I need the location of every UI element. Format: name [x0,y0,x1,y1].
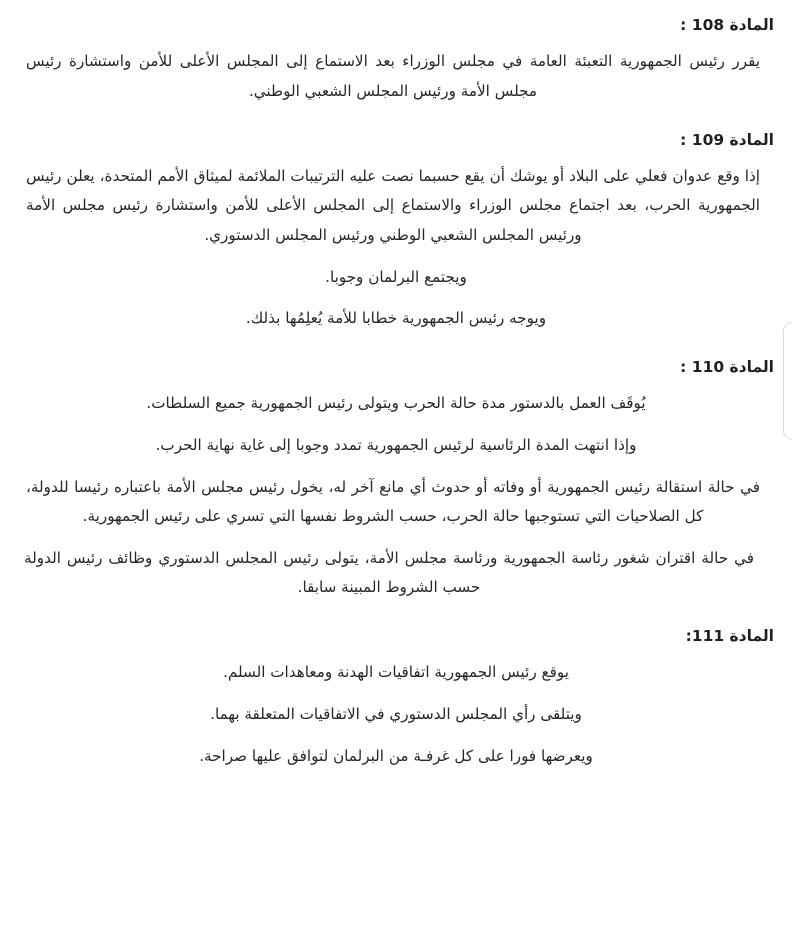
article-109-paragraph-1: إذا وقع عدوان فعلي على البلاد أو يوشك أن يقع حسبما نصت عليه الترتيبات الملائمة لميثاق الأمم المتحدة، يعلن رئيس الجمهورية الحرب، بعد اجتماع مجلس الوزراء والاستماع إلى المجلس الأعلى للأمن واستشارة رئيس مجلس الأمة ورئيس المجلس الشعبي الوطني ورئيس المجلس الدستوري. [26,166,760,245]
article-section-111 [18,625,774,771]
article-110-paragraph-4: في حالة اقتران شغور رئاسة الجمهورية ورئاسة مجلس الأمة، يتولى رئيس المجلس الدستوري وظائف رئيس الدولة حسب الشروط المبينة سابقا. [24,548,754,597]
article-heading-110: المادة 110 : [680,357,774,376]
article-111-paragraph-1: يوقع رئيس الجمهورية اتفاقيات الهدنة ومعاهدات السلم. [223,663,569,682]
article-section-110 [18,356,774,603]
article-heading-109: المادة 109 : [680,130,774,149]
article-111-paragraph-3: ويعرضها فورا على كل غرفـة من البرلمان لتوافق عليها صراحة. [199,746,593,765]
article-section-109 [18,129,774,334]
article-110-paragraph-3: في حالة استقالة رئيس الجمهورية أو وفاته أو حدوث أي مانع آخر له، يخول رئيس مجلس الأمة باعتباره رئيسا للدولة، كل الصلاحيات التي تستوجبها حالة الحرب، حسب الشروط نفسها التي تسري على رئيس الجمهورية. [26,477,760,526]
article-109-paragraph-2: ويجتمع البرلمان وجوبا. [325,267,467,286]
article-111-paragraph-2: ويتلقى رأي المجلس الدستوري في الاتفاقيات المتعلقة بهما. [210,704,582,723]
article-108-paragraph-1: يقرر رئيس الجمهورية التعبئة العامة في مجلس الوزراء بعد الاستماع إلى المجلس الأعلى للأمن واستشارة رئيس مجلس الأمة ورئيس المجلس الشعبي الوطني. [26,52,760,100]
article-110-paragraph-1: يُوقَف العمل بالدستور مدة حالة الحرب ويتولى رئيس الجمهورية جميع السلطات. [146,394,646,413]
article-heading-108: المادة 108 : [680,16,774,34]
article-109-paragraph-3: ويوجه رئيس الجمهورية خطابا للأمة يُعلِمُها بذلك. [245,309,547,328]
article-heading-111: المادة 111: [685,627,774,646]
article-110-paragraph-2: وإذا انتهت المدة الرئاسية لرئيس الجمهورية تمدد وجوبا إلى غاية نهاية الحرب. [155,435,637,454]
article-section-108 [18,14,774,107]
page-edge-artifact [783,322,792,440]
